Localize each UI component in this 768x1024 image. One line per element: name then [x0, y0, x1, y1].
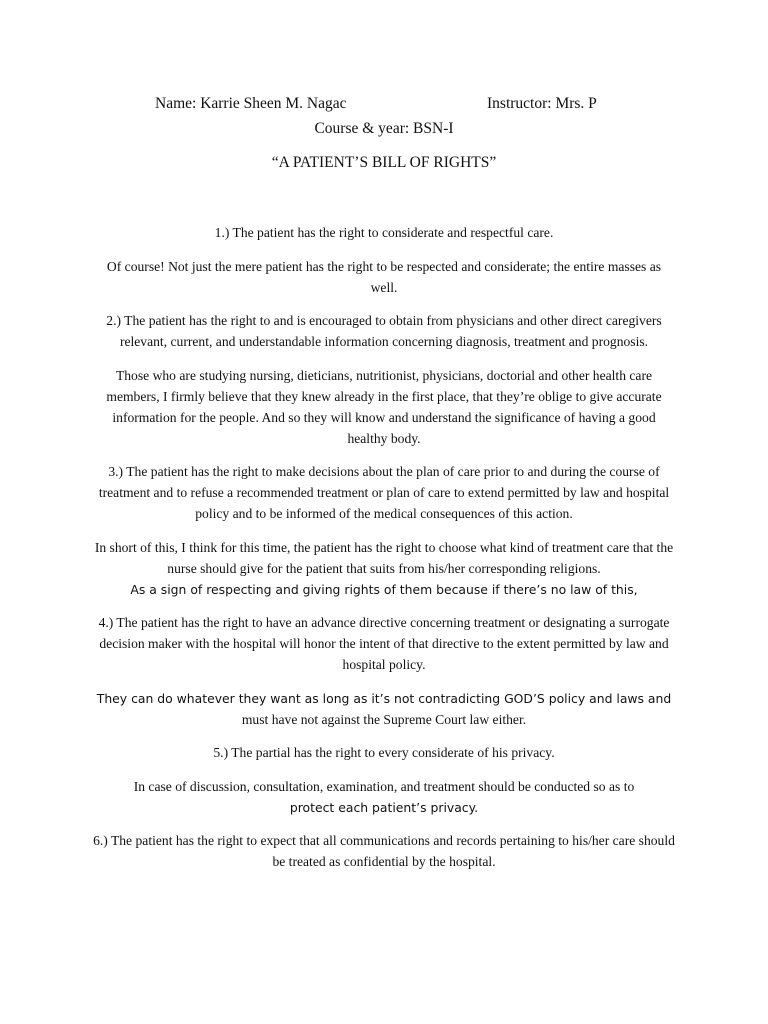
- comment-3-text: In short of this, I think for this time, the patient has the right to choose what kind of treatment care that the nurse should give for the patient that suits from his/her corresponding religions.: [94, 539, 674, 576]
- comment-2-text: Those who are studying nursing, dieticians, nutritionist, physicians, doctorial and other health care members, I firmly believe that they knew already in the first place, that they’re oblige to give accurate information for the people. And so they will know and understand the significance of having a good healthy body.: [106, 367, 662, 446]
- comment-1: Of course! Not just the mere patient has the right to be respected and considerate; the entire masses as well.: [106, 258, 662, 295]
- right-6: 6.) The patient has the right to expect that all communications and records pertaining to his/her care should be treated as confidential by the hospital.: [93, 833, 675, 869]
- comment-4: [92, 688, 676, 730]
- right-5: 5.) The partial has the right to every considerate of his privacy.: [213, 745, 555, 760]
- right-4: 4.) The patient has the right to have an advance directive concerning treatment or designating a surrogate decision maker with the hospital will honor the intent of that directive to the extent permitted by law and hospital policy.: [98, 615, 670, 672]
- comment-5-text-b: protect each patient’s privacy.: [289, 799, 479, 815]
- right-1: 1.) The patient has the right to considerate and respectful care.: [214, 225, 554, 240]
- comment-3-text-b: As a sign of respecting and giving rights of them because if there’s no law of this,: [130, 581, 638, 597]
- instructor-name: Instructor: Mrs. P: [487, 95, 597, 112]
- course-year: Course & year: BSN-I: [314, 120, 454, 137]
- student-name: Name: Karrie Sheen M. Nagac: [155, 95, 347, 112]
- comment-4-text: They can do whatever they want as long as it’s not contradicting GOD’S policy and laws and: [96, 690, 672, 706]
- comment-3: [92, 537, 676, 600]
- comment-5-text: In case of discussion, consultation, examination, and treatment should be conducted so as to: [133, 778, 635, 794]
- comment-2: [92, 365, 676, 449]
- document-title: “A PATIENT’S BILL OF RIGHTS”: [271, 154, 497, 171]
- comment-4-text-b: must have not against the Supreme Court law either.: [241, 711, 527, 727]
- right-2: 2.) The patient has the right to and is encouraged to obtain from physicians and other direct caregivers relevant, current, and understandable information concerning diagnosis, treatment and prognosis.: [106, 313, 662, 349]
- comment-5: [92, 776, 676, 818]
- document-body: [92, 222, 676, 885]
- right-3: 3.) The patient has the right to make decisions about the plan of care prior to and during the course of treatment and to refuse a recommended treatment or plan of care to extend permitted by law and hospital policy and to be informed of the medical consequences of this action.: [98, 464, 670, 521]
